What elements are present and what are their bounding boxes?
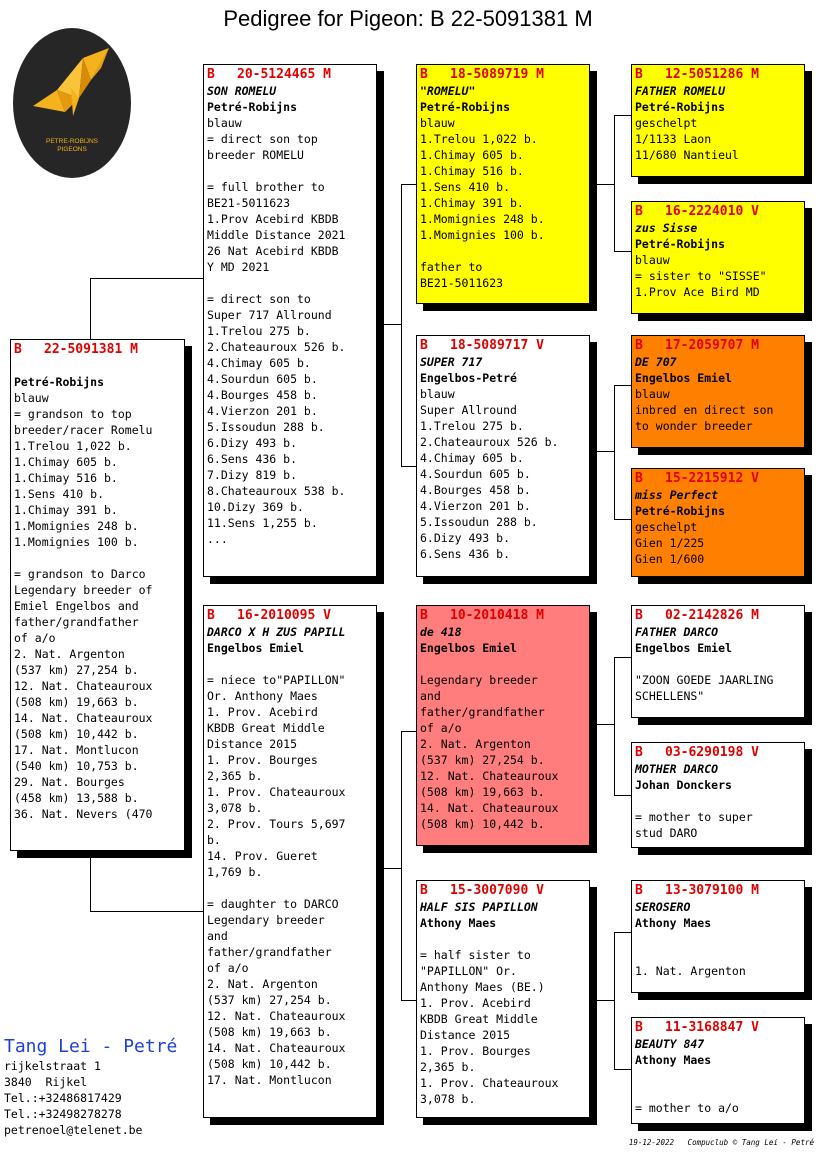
card-lines <box>635 1068 801 1116</box>
pedigree-card-subject <box>10 339 185 851</box>
ring-number: B 18-5089719 M <box>420 67 544 82</box>
pedigree-card-ggp-1 <box>631 64 805 177</box>
card-line: Super Allround <box>420 403 517 417</box>
logo-text-line2: PIGEONS <box>57 146 87 153</box>
card-line: breeder/racer Romelu <box>14 423 153 437</box>
card-line: 6.Dizy 493 b. <box>207 436 298 450</box>
card-line <box>420 656 586 672</box>
connector-line <box>614 115 632 116</box>
card-line: (540 km) 10,753 b. <box>14 759 139 773</box>
ring-number: B 18-5089717 V <box>420 338 544 353</box>
card-line: 3,078 b. <box>420 1092 476 1106</box>
card-line: 36. Nat. Nevers (470 <box>14 807 153 821</box>
card-line: SCHELLENS" <box>635 689 705 703</box>
breeder-name: Petré-Robijns <box>635 237 726 251</box>
ring-number: B 16-2010095 V <box>207 608 331 623</box>
page-title: Pedigree for Pigeon: B 22-5091381 M <box>223 6 593 31</box>
connector-line <box>614 932 615 1069</box>
breeder-name: Athony Maes <box>635 916 712 930</box>
ring-number: B 02-2142826 M <box>635 608 759 623</box>
footer-credit: 19-12-2022 Compuclub © Tang Lei - Petré <box>628 1138 814 1147</box>
card-line: 17. Nat. Montlucon <box>14 743 139 757</box>
connector-line <box>614 385 615 519</box>
card-line: 1. Prov. Acebird <box>207 705 318 719</box>
card-line: 1,769 b. <box>207 865 263 879</box>
card-lines <box>635 519 801 567</box>
card-lines <box>420 115 586 291</box>
card-line: 4.Vierzon 201 b. <box>420 499 531 513</box>
card-line: blauw <box>207 116 242 130</box>
breeder-name: Petré-Robijns <box>635 504 726 518</box>
connector-line <box>90 851 91 912</box>
connector-line <box>401 731 402 1000</box>
card-line: BE21-5011623 <box>207 196 291 210</box>
breeder-name: Engelbos Emiel <box>420 641 517 655</box>
card-line: Legendary breeder <box>207 913 325 927</box>
pigeon-name: SEROSERO <box>635 900 691 914</box>
ring-number: B 03-6290198 V <box>635 745 759 760</box>
card-line: 2,365 b. <box>207 769 263 783</box>
card-line: 5.Issoudun 288 b. <box>207 420 325 434</box>
card-line: 1.Chimay 516 b. <box>14 471 118 485</box>
pigeon-name: "ROMELU" <box>420 84 476 98</box>
card-line <box>635 931 801 947</box>
card-line: 1.Chimay 516 b. <box>420 164 524 178</box>
breeder-email: petrenoel@telenet.be <box>4 1123 143 1137</box>
card-lines <box>207 656 373 1088</box>
breeder-name: Engelbos-Petré <box>420 371 517 385</box>
card-line: 4.Sourdun 605 b. <box>207 372 318 386</box>
card-line: 2. Nat. Argenton <box>207 977 318 991</box>
card-line: 1.Chimay 391 b. <box>14 503 118 517</box>
card-line: inbred en direct son <box>635 403 774 417</box>
card-line: Anthony Maes (BE.) <box>420 980 545 994</box>
card-line: blauw <box>635 387 670 401</box>
card-line: and <box>207 929 228 943</box>
pedigree-card-ggp-3 <box>631 335 805 448</box>
pigeon-name: MOTHER DARCO <box>635 762 719 776</box>
card-line: 6.Sens 436 b. <box>207 452 298 466</box>
card-line <box>635 1068 801 1084</box>
card-line: 1.Prov Acebird KBDB <box>207 212 339 226</box>
card-lines <box>635 386 801 434</box>
pigeon-name: BEAUTY 847 <box>635 1037 705 1051</box>
card-line <box>635 947 801 963</box>
card-line <box>207 880 373 896</box>
card-line: 1. Prov. Bourges <box>207 753 318 767</box>
pedigree-card-grandmother-paternal <box>416 335 590 577</box>
card-line: 6.Sens 436 b. <box>420 547 511 561</box>
card-line: 1.Chimay 391 b. <box>420 196 524 210</box>
card-line: Legendary breeder <box>420 673 538 687</box>
card-lines <box>635 793 801 841</box>
pigeon-name: SON ROMELU <box>207 84 277 98</box>
card-line: 26 Nat Acebird KBDB <box>207 244 339 258</box>
connector-line <box>401 184 417 185</box>
card-line: = mother to super <box>635 810 753 824</box>
connector-line <box>401 1000 417 1001</box>
breeder-name: Petré-Robijns <box>635 100 726 114</box>
connector-line <box>90 911 204 912</box>
card-line: BE21-5011623 <box>420 276 504 290</box>
card-line: = half sister to <box>420 948 531 962</box>
connector-line <box>614 657 615 795</box>
breeder-name: Athony Maes <box>635 1053 712 1067</box>
card-line: 1.Trelou 275 b. <box>420 419 524 433</box>
pigeon-name <box>14 358 181 374</box>
card-line: = full brother to <box>207 180 325 194</box>
card-line <box>207 275 373 291</box>
pedigree-card-ggp-2 <box>631 201 805 314</box>
card-line: 2. Prov. Tours 5,697 <box>207 817 346 831</box>
card-line: (537 km) 27,254 b. <box>14 663 139 677</box>
connector-line <box>614 932 632 933</box>
card-line: = niece to"PAPILLON" <box>207 673 346 687</box>
card-line <box>420 243 586 259</box>
card-line: 1. Prov. Chateauroux <box>207 785 346 799</box>
card-line: 11/680 Nantieul <box>635 148 739 162</box>
card-lines <box>635 931 801 979</box>
card-line: 3,078 b. <box>207 801 263 815</box>
breeder-name: Engelbos Emiel <box>635 371 732 385</box>
card-line: 1. Prov. Bourges <box>420 1044 531 1058</box>
connector-line <box>614 251 632 252</box>
card-line: KBDB Great Middle <box>207 721 325 735</box>
ring-number: B 17-2059707 M <box>635 338 759 353</box>
card-lines <box>420 386 586 562</box>
breeder-contact <box>4 1036 177 1138</box>
pigeon-name: HALF SIS PAPILLON <box>420 900 538 914</box>
card-line: 1. Nat. Argenton <box>635 964 746 978</box>
card-line: 1. Prov. Chateauroux <box>420 1076 559 1090</box>
pigeon-name: de 418 <box>420 625 462 639</box>
card-line: = sister to "SISSE" <box>635 269 767 283</box>
pedigree-card-ggp-4 <box>631 468 805 577</box>
card-line: geschelpt <box>635 116 698 130</box>
card-line: (508 km) 19,663 b. <box>14 695 139 709</box>
pedigree-card-father <box>203 64 377 577</box>
card-line: (508 km) 10,442 b. <box>420 817 545 831</box>
connector-line <box>589 451 614 452</box>
card-line: 1.Trelou 275 b. <box>207 324 311 338</box>
card-line: geschelpt <box>635 520 698 534</box>
card-line: father/grandfather <box>420 705 545 719</box>
connector-line <box>589 1000 614 1001</box>
card-lines <box>635 252 801 300</box>
card-line: 29. Nat. Bourges <box>14 775 125 789</box>
card-line: 2. Nat. Argenton <box>420 737 531 751</box>
card-line: 1.Trelou 1,022 b. <box>14 439 132 453</box>
card-line: b. <box>207 833 221 847</box>
card-line: to wonder breeder <box>635 419 753 433</box>
card-line: stud DARO <box>635 826 698 840</box>
card-line: 1.Chimay 605 b. <box>420 148 524 162</box>
connector-line <box>589 724 614 725</box>
connector-line <box>376 324 401 325</box>
breeder-phone-2: Tel.:+32498278278 <box>4 1107 122 1121</box>
card-line: 6.Dizy 493 b. <box>420 531 511 545</box>
card-line: = grandson to top <box>14 407 132 421</box>
pigeon-name: zus Sisse <box>635 221 698 235</box>
pedigree-card-ggp-5 <box>631 605 805 718</box>
pedigree-card-ggp-8 <box>631 1017 805 1124</box>
card-line: 4.Bourges 458 b. <box>207 388 318 402</box>
breeder-name: Petré-Robijns <box>14 375 105 389</box>
card-line <box>207 163 373 179</box>
card-line: (508 km) 19,663 b. <box>420 785 545 799</box>
pedigree-card-grandfather-paternal <box>416 64 590 304</box>
card-line: 4.Chimay 605 b. <box>420 451 524 465</box>
breeder-phone-1: Tel.:+32486817429 <box>4 1091 122 1105</box>
card-line: Or. Anthony Maes <box>207 689 318 703</box>
card-line: "ZOON GOEDE JAARLING <box>635 673 774 687</box>
card-line: 17. Nat. Montlucon <box>207 1073 332 1087</box>
connector-line <box>401 184 402 466</box>
breeder-name: Johan Donckers <box>635 778 732 792</box>
ring-number: B 11-3168847 V <box>635 1020 759 1035</box>
connector-line <box>614 795 632 796</box>
card-lines <box>420 931 586 1107</box>
card-line: 4.Vierzon 201 b. <box>207 404 318 418</box>
card-line: 7.Dizy 819 b. <box>207 468 298 482</box>
connector-line <box>614 657 632 658</box>
connector-line <box>614 1069 632 1070</box>
card-line: (508 km) 10,442 b. <box>14 727 139 741</box>
card-line: 14. Prov. Gueret <box>207 849 318 863</box>
card-line <box>420 931 586 947</box>
card-line: 4.Chimay 605 b. <box>207 356 311 370</box>
card-line: Middle Distance 2021 <box>207 228 346 242</box>
card-line: blauw <box>14 391 49 405</box>
card-line: Distance 2015 <box>420 1028 511 1042</box>
pedigree-card-ggp-6 <box>631 742 805 848</box>
breeder-name: Engelbos Emiel <box>635 641 732 655</box>
connector-line <box>589 184 614 185</box>
ring-number: B 12-5051286 M <box>635 67 759 82</box>
card-line: = direct son top <box>207 132 318 146</box>
origami-bird-icon <box>13 28 131 138</box>
card-line: 1.Sens 410 b. <box>420 180 511 194</box>
pigeon-name: DE 707 <box>635 355 677 369</box>
card-line: 1.Sens 410 b. <box>14 487 105 501</box>
card-line: 1/1133 Laon <box>635 132 712 146</box>
pedigree-card-grandmother-maternal <box>416 880 590 1118</box>
card-line: 1.Momignies 100 b. <box>420 228 545 242</box>
card-lines <box>635 656 801 704</box>
card-line: 5.Issoudun 288 b. <box>420 515 538 529</box>
card-line: 14. Nat. Chateauroux <box>207 1041 346 1055</box>
card-line: 2,365 b. <box>420 1060 476 1074</box>
card-line: 12. Nat. Chateauroux <box>14 679 153 693</box>
card-line: 14. Nat. Chateauroux <box>420 801 559 815</box>
card-line: 4.Sourdun 605 b. <box>420 467 531 481</box>
card-line: 8.Chateauroux 538 b. <box>207 484 346 498</box>
card-line: Emiel Engelbos and <box>14 599 139 613</box>
pedigree-card-grandfather-maternal <box>416 605 590 846</box>
card-line: and <box>420 689 441 703</box>
card-line: (458 km) 13,588 b. <box>14 791 139 805</box>
connector-line <box>90 278 91 339</box>
breeder-address-street: rijkelstraat 1 <box>4 1059 101 1073</box>
pedigree-card-mother <box>203 605 377 1118</box>
card-line: 4.Bourges 458 b. <box>420 483 531 497</box>
card-line: = daughter to DARCO <box>207 897 339 911</box>
connector-line <box>614 385 632 386</box>
card-line: 1. Prov. Acebird <box>420 996 531 1010</box>
card-line <box>207 656 373 672</box>
card-line: of a/o <box>420 721 462 735</box>
card-line: 1.Prov Ace Bird MD <box>635 285 760 299</box>
card-line: 1.Momignies 248 b. <box>420 212 545 226</box>
card-line <box>635 656 801 672</box>
connector-line <box>614 519 632 520</box>
pigeon-name: miss Perfect <box>635 488 719 502</box>
ring-number: B 16-2224010 V <box>635 204 759 219</box>
card-line: of a/o <box>14 631 56 645</box>
card-line: Distance 2015 <box>207 737 298 751</box>
ring-number: B 13-3079100 M <box>635 883 759 898</box>
card-line: blauw <box>420 116 455 130</box>
card-line: 2. Nat. Argenton <box>14 647 125 661</box>
connector-line <box>401 466 417 467</box>
ring-number: B 15-3007090 V <box>420 883 544 898</box>
card-line: (508 km) 10,442 b. <box>207 1057 332 1071</box>
card-line: 11.Sens 1,255 b. <box>207 516 318 530</box>
card-line: Super 717 Allround <box>207 308 332 322</box>
card-line: Gien 1/600 <box>635 552 705 566</box>
card-line: blauw <box>635 253 670 267</box>
pigeon-name: SUPER 717 <box>420 355 483 369</box>
card-line: ... <box>207 532 228 546</box>
breeder-name: Engelbos Emiel <box>207 641 304 655</box>
breeder-name: Athony Maes <box>420 916 497 930</box>
card-line <box>635 1084 801 1100</box>
breeder-name: Petré-Robijns <box>207 100 298 114</box>
card-line: 10.Dizy 369 b. <box>207 500 304 514</box>
card-line: KBDB Great Middle <box>420 1012 538 1026</box>
connector-line <box>90 278 204 279</box>
card-line: 14. Nat. Chateauroux <box>14 711 153 725</box>
breeder-name: Petré-Robijns <box>420 100 511 114</box>
card-line: 1.Trelou 1,022 b. <box>420 132 538 146</box>
ring-number: B 15-2215912 V <box>635 471 759 486</box>
card-line: Gien 1/225 <box>635 536 705 550</box>
card-lines <box>635 115 801 163</box>
card-line: (508 km) 19,663 b. <box>207 1025 332 1039</box>
card-line: = grandson to Darco <box>14 567 146 581</box>
card-line: (537 km) 27,254 b. <box>207 993 332 1007</box>
card-line: 12. Nat. Chateauroux <box>207 1009 346 1023</box>
pedigree-card-ggp-7 <box>631 880 805 993</box>
ring-number: B 22-5091381 M <box>14 342 138 357</box>
card-line <box>635 793 801 809</box>
card-line: father/grandfather <box>14 615 139 629</box>
pigeon-name: FATHER ROMELU <box>635 84 726 98</box>
ring-number: B 20-5124465 M <box>207 67 331 82</box>
connector-line <box>376 868 401 869</box>
card-line: 1.Momignies 248 b. <box>14 519 139 533</box>
card-lines <box>420 656 586 832</box>
card-line: 1.Chimay 605 b. <box>14 455 118 469</box>
ring-number: B 10-2010418 M <box>420 608 544 623</box>
breeder-name: Tang Lei - Petré <box>4 1036 178 1057</box>
card-line: breeder ROMELU <box>207 148 304 162</box>
card-lines <box>207 115 373 547</box>
pigeon-name: DARCO X H ZUS PAPILL <box>207 625 346 639</box>
card-line: father/grandfather <box>207 945 332 959</box>
card-line: father to <box>420 260 483 274</box>
card-line: (537 km) 27,254 b. <box>420 753 545 767</box>
logo <box>13 28 131 178</box>
card-line: 12. Nat. Chateauroux <box>420 769 559 783</box>
card-line: 2.Chateauroux 526 b. <box>420 435 559 449</box>
card-line: blauw <box>420 387 455 401</box>
card-line <box>14 550 181 566</box>
card-line: Y MD 2021 <box>207 260 270 274</box>
card-line: of a/o <box>207 961 249 975</box>
logo-text-line1: PETRE-ROBIJNS <box>45 138 98 145</box>
card-line: = direct son to <box>207 292 311 306</box>
connector-line <box>614 115 615 251</box>
pigeon-name: FATHER DARCO <box>635 625 719 639</box>
card-lines <box>14 390 181 822</box>
connector-line <box>401 731 417 732</box>
card-line: = mother to a/o <box>635 1101 739 1115</box>
breeder-address-city: 3840 Rijkel <box>4 1075 88 1089</box>
card-line: Legendary breeder of <box>14 583 153 597</box>
card-line: 2.Chateauroux 526 b. <box>207 340 346 354</box>
card-line: "PAPILLON" Or. <box>420 964 517 978</box>
card-line: 1.Momignies 100 b. <box>14 535 139 549</box>
